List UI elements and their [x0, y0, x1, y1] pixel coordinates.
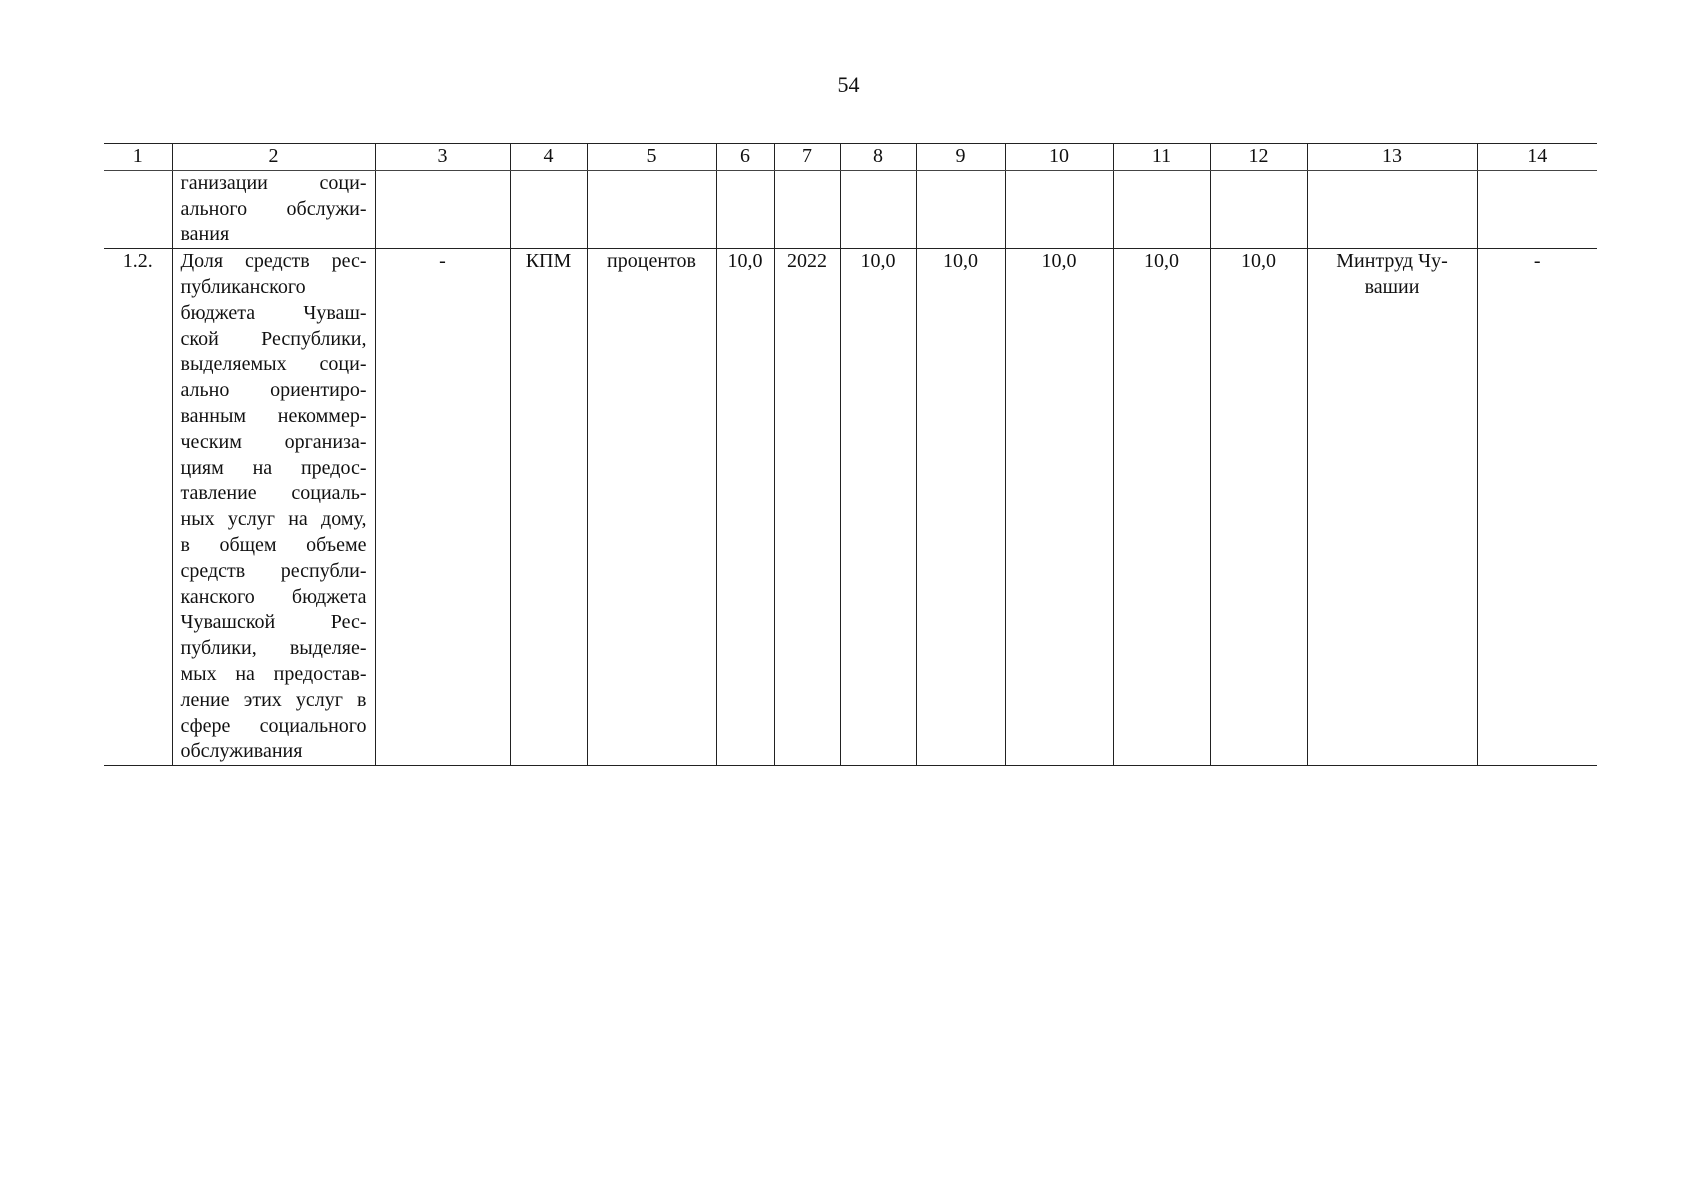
col-number-7: 7: [774, 144, 840, 171]
row-number: 1.2.: [104, 249, 172, 766]
cell-col-8: 10,0: [840, 249, 916, 766]
cell-col-10: 10,0: [1005, 249, 1113, 766]
col-number-4: 4: [510, 144, 587, 171]
text-line: ганизации соци-: [180, 171, 367, 194]
text-line: в общем объеме: [180, 533, 367, 556]
text-line: ванным некоммер-: [180, 404, 367, 427]
cell-empty: [774, 170, 840, 248]
col-number-14: 14: [1477, 144, 1597, 171]
cell-responsible: [1307, 249, 1477, 766]
col-number-10: 10: [1005, 144, 1113, 171]
cell-empty: [1477, 170, 1597, 248]
text-line: Чувашской Рес-: [180, 611, 367, 634]
cell-empty: [104, 170, 172, 248]
cell-empty: [716, 170, 774, 248]
col-number-3: 3: [375, 144, 510, 171]
text-line: Доля средств рес-: [180, 250, 367, 273]
cell-empty: [1113, 170, 1210, 248]
cell-empty: [587, 170, 716, 248]
col-number-9: 9: [916, 144, 1005, 171]
table-row-continued: [104, 170, 1597, 248]
cell-empty: [510, 170, 587, 248]
cell-col-9: 10,0: [916, 249, 1005, 766]
col-number-13: 13: [1307, 144, 1477, 171]
text-line: публиканского: [180, 275, 306, 298]
cell-col-6: 10,0: [716, 249, 774, 766]
text-line: бюджета Чуваш-: [180, 301, 367, 324]
text-line: канского бюджета: [180, 585, 367, 608]
cell-unit: процентов: [587, 249, 716, 766]
text-line: публики, выделяе-: [180, 637, 367, 660]
cell-empty: [916, 170, 1005, 248]
col-number-6: 6: [716, 144, 774, 171]
text-line: средств республи-: [180, 559, 367, 582]
indicator-name: [172, 249, 375, 766]
col-number-11: 11: [1113, 144, 1210, 171]
cell-year: 2022: [774, 249, 840, 766]
table-row-1-2: [104, 249, 1597, 766]
cell-col-11: 10,0: [1113, 249, 1210, 766]
col-number-8: 8: [840, 144, 916, 171]
text-line: вашии: [1364, 275, 1420, 298]
col-number-5: 5: [587, 144, 716, 171]
cell-empty: [1210, 170, 1307, 248]
col-number-2: 2: [172, 144, 375, 171]
continued-indicator-text: [172, 170, 375, 248]
text-line: сфере социального: [180, 714, 367, 737]
cell-col-3: -: [375, 249, 510, 766]
text-line: ных услуг на дому,: [180, 508, 367, 531]
indicators-table: [104, 143, 1597, 766]
cell-empty: [840, 170, 916, 248]
text-line: Минтруд Чу-: [1336, 250, 1448, 273]
text-line: обслуживания: [180, 740, 303, 763]
cell-empty: [375, 170, 510, 248]
column-number-row: [104, 144, 1597, 171]
page-number: 54: [837, 72, 860, 97]
text-line: выделяемых соци-: [180, 353, 367, 376]
text-line: ской Республики,: [180, 327, 367, 350]
col-number-12: 12: [1210, 144, 1307, 171]
cell-col-14: -: [1477, 249, 1597, 766]
text-line: тавление социаль-: [180, 482, 367, 505]
text-line: мых на предостав-: [180, 662, 367, 685]
cell-empty: [1005, 170, 1113, 248]
text-line: ление этих услуг в: [180, 688, 367, 711]
col-number-1: 1: [104, 144, 172, 171]
cell-empty: [1307, 170, 1477, 248]
text-line: вания: [180, 223, 230, 246]
cell-col-4: КПМ: [510, 249, 587, 766]
text-line: ального обслужи-: [180, 197, 367, 220]
text-line: ческим организа-: [180, 430, 367, 453]
text-line: ально ориентиро-: [180, 379, 367, 402]
cell-col-12: 10,0: [1210, 249, 1307, 766]
text-line: циям на предос-: [180, 456, 367, 479]
